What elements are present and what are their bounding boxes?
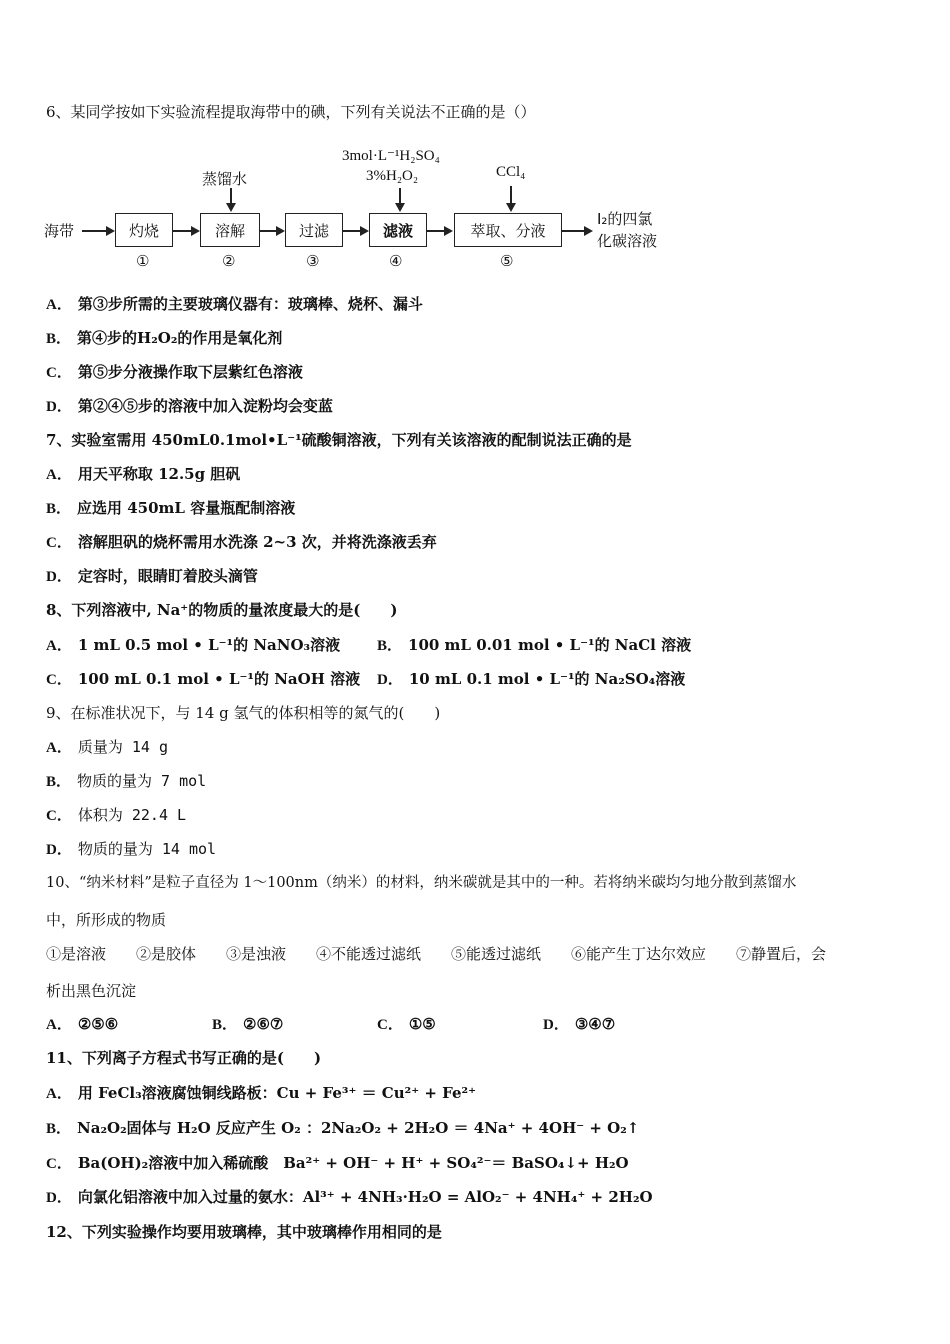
question-10-statements-line-2: 析出黑色沉淀 xyxy=(46,982,137,1000)
flow-arrow-line xyxy=(427,230,444,232)
flow-arrow-line xyxy=(399,188,401,204)
flow-output-line-2: 化碳溶液 xyxy=(597,232,658,250)
flow-step-4-reagent-1: 3mol·L⁻¹H₂SO₄ xyxy=(342,148,440,164)
flow-step-4-reagent-2: 3%H₂O₂ xyxy=(366,168,419,184)
q7-option-d: D． 定容时，眼睛盯着胶头滴管 xyxy=(46,567,258,585)
q11-option-c: C． Ba(OH)₂溶液中加入稀硫酸 Ba²⁺ + OH⁻ + H⁺ + SO₄²⁻＝ BaSO₄↓+ H₂O xyxy=(46,1154,629,1172)
flow-arrow-line xyxy=(562,230,584,232)
flow-step-5-number: ⑤ xyxy=(500,252,514,270)
arrow-right-icon xyxy=(276,226,285,236)
q10-option-b: B． ②⑥⑦ xyxy=(212,1015,284,1033)
q6-option-a: A． 第③步所需的主要玻璃仪器有：玻璃棒、烧杯、漏斗 xyxy=(46,295,423,313)
iodine-extraction-flowchart xyxy=(44,140,684,275)
q11-option-a: A． 用 FeCl₃溶液腐蚀铜线路板：Cu + Fe³⁺ ＝ Cu²⁺ + Fe²⁺ xyxy=(46,1084,477,1102)
q9-option-a: A． 质量为 14 g xyxy=(46,738,168,756)
q10-option-d: D． ③④⑦ xyxy=(543,1015,616,1033)
arrow-right-icon xyxy=(584,226,593,236)
q6-option-c: C． 第⑤步分液操作取下层紫红色溶液 xyxy=(46,363,303,381)
q8-option-b: B． 100 mL 0.01 mol • L⁻¹的 NaCl 溶液 xyxy=(377,636,692,654)
q8-option-c: C． 100 mL 0.1 mol • L⁻¹的 NaOH 溶液 xyxy=(46,670,361,688)
flow-arrow-line xyxy=(343,230,360,232)
flow-step-4-box: 滤液 xyxy=(369,213,427,247)
flow-arrow-line xyxy=(173,230,191,232)
flow-step-2-box: 溶解 xyxy=(200,213,260,247)
question-6-title: 6、某同学按如下实验流程提取海带中的碘，下列有关说法不正确的是（） xyxy=(46,103,536,121)
question-12-title: 12、下列实验操作均要用玻璃棒，其中玻璃棒作用相同的是 xyxy=(46,1223,442,1241)
q9-option-d: D． 物质的量为 14 mol xyxy=(46,840,217,858)
q7-option-b: B． 应选用 450mL 容量瓶配制溶液 xyxy=(46,499,296,517)
flow-output-line-1: I₂的四氯 xyxy=(597,210,653,228)
question-10-title-line-2: 中，所形成的物质 xyxy=(46,911,167,929)
flow-arrow-line xyxy=(510,186,512,204)
flow-step-3-box: 过滤 xyxy=(285,213,343,247)
q6-option-b: B． 第④步的H₂O₂的作用是氧化剂 xyxy=(46,329,283,347)
arrow-down-icon xyxy=(395,203,405,212)
flow-step-2-reagent: 蒸馏水 xyxy=(202,170,248,188)
arrow-down-icon xyxy=(506,203,516,212)
arrow-right-icon xyxy=(444,226,453,236)
flow-step-1-box: 灼烧 xyxy=(115,213,173,247)
flow-step-5-reagent: CCl₄ xyxy=(496,164,526,180)
q7-option-a: A． 用天平称取 12.5g 胆矾 xyxy=(46,465,241,483)
flow-arrow-line xyxy=(82,230,106,232)
q10-option-c: C． ①⑤ xyxy=(377,1015,436,1033)
arrow-right-icon xyxy=(360,226,369,236)
flow-input-label: 海带 xyxy=(44,222,75,240)
flow-arrow-line xyxy=(260,230,276,232)
question-8-title: 8、下列溶液中, Na⁺的物质的量浓度最大的是( ) xyxy=(46,601,398,619)
flow-step-5-box: 萃取、分液 xyxy=(454,213,562,247)
question-11-title: 11、下列离子方程式书写正确的是( ) xyxy=(46,1049,322,1067)
q6-option-d: D． 第②④⑤步的溶液中加入淀粉均会变蓝 xyxy=(46,397,333,415)
arrow-right-icon xyxy=(106,226,115,236)
flow-arrow-line xyxy=(230,188,232,204)
question-10-statements-line-1: ①是溶液 ②是胶体 ③是浊液 ④不能透过滤纸 ⑤能透过滤纸 ⑥能产生丁达尔效应 ⑦静置后，会 xyxy=(46,945,827,963)
question-7-title: 7、实验室需用 450mL0.1mol•L⁻¹硫酸铜溶液，下列有关该溶液的配制说法正确的是 xyxy=(46,431,632,449)
q8-option-d: D． 10 mL 0.1 mol • L⁻¹的 Na₂SO₄溶液 xyxy=(377,670,686,688)
q9-option-b: B． 物质的量为 7 mol xyxy=(46,772,207,790)
q11-option-b: B． Na₂O₂固体与 H₂O 反应产生 O₂ ：2Na₂O₂ + 2H₂O ＝ 4Na⁺ + 4OH⁻ + O₂↑ xyxy=(46,1119,640,1137)
q9-option-c: C． 体积为 22.4 L xyxy=(46,806,187,824)
q7-option-c: C． 溶解胆矾的烧杯需用水洗涤 2~3 次，并将洗涤液丢弃 xyxy=(46,533,437,551)
arrow-down-icon xyxy=(226,203,236,212)
q8-option-a: A． 1 mL 0.5 mol • L⁻¹的 NaNO₃溶液 xyxy=(46,636,341,654)
flow-step-3-number: ③ xyxy=(306,252,320,270)
q10-option-a: A． ②⑤⑥ xyxy=(46,1015,119,1033)
flow-step-4-number: ④ xyxy=(389,252,403,270)
question-10-title-line-1: 10、“纳米材料”是粒子直径为 1～100nm（纳米）的材料，纳米碳就是其中的一种。若将纳米碳均匀地分散到蒸馏水 xyxy=(46,875,797,891)
flow-step-2-number: ② xyxy=(222,252,236,270)
question-9-title: 9、在标准状况下，与 14 g 氢气的体积相等的氮气的( ) xyxy=(46,704,441,722)
q11-option-d: D． 向氯化铝溶液中加入过量的氨水：Al³⁺ + 4NH₃·H₂O = AlO₂⁻ + 4NH₄⁺ + 2H₂O xyxy=(46,1188,653,1206)
flow-step-1-number: ① xyxy=(136,252,150,270)
arrow-right-icon xyxy=(191,226,200,236)
